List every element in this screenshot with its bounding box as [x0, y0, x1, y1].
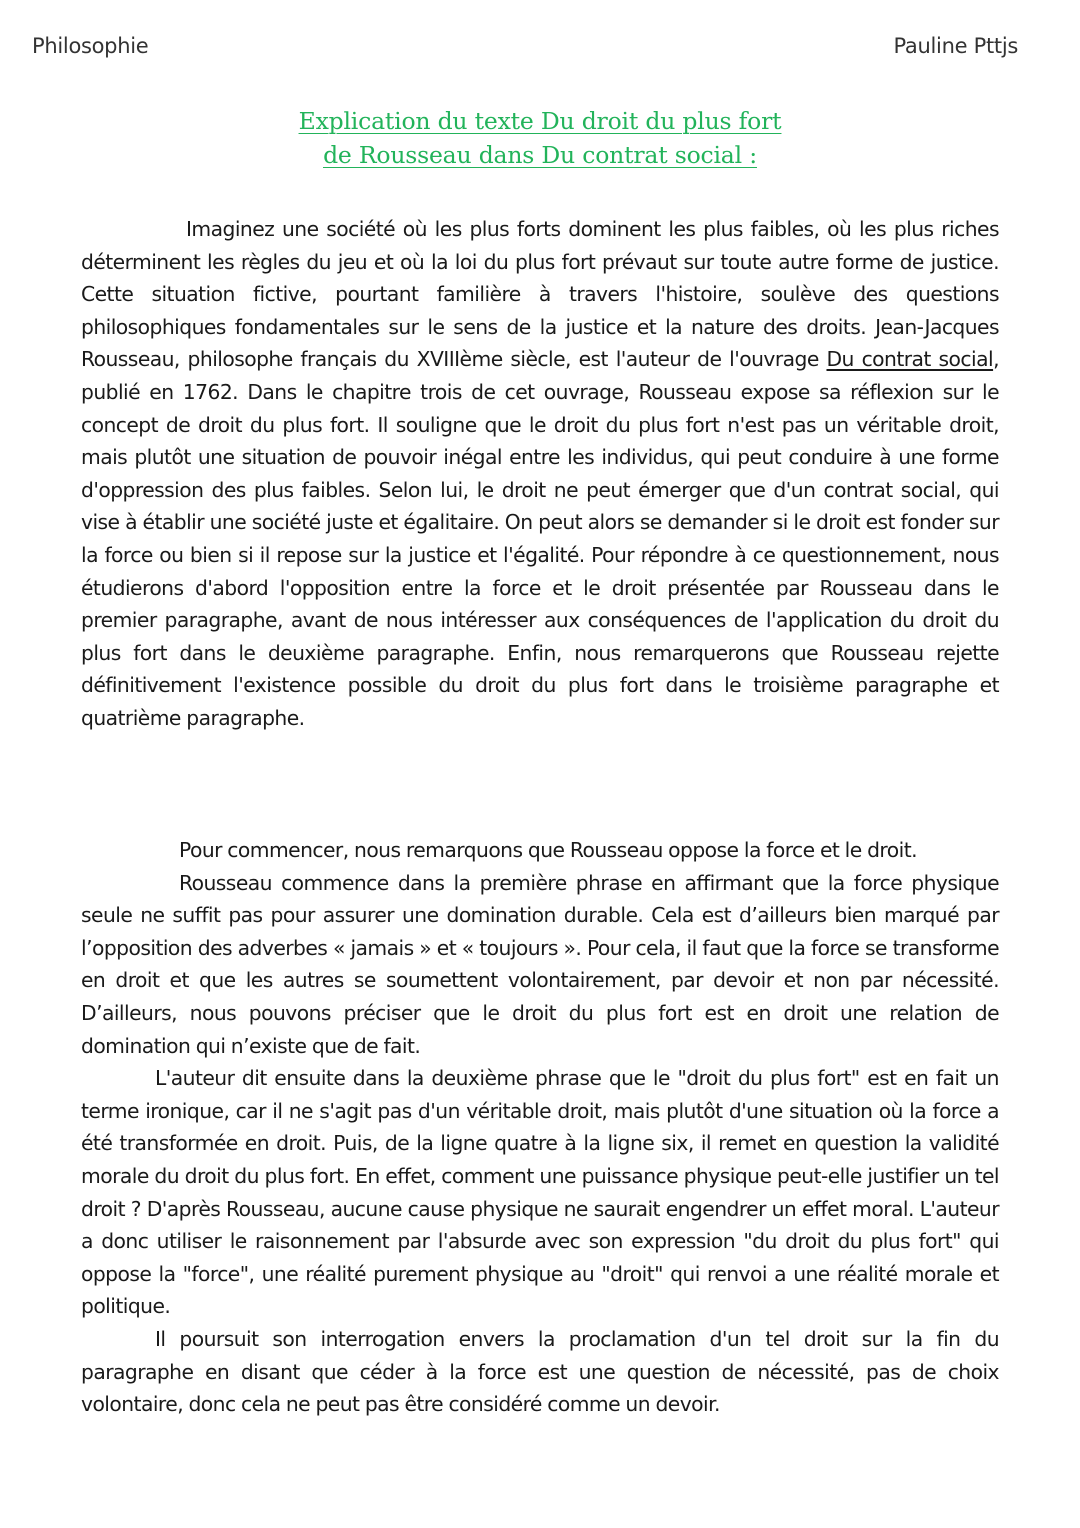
author-header: Pauline Pttjs — [893, 34, 1018, 58]
development-paragraph-4: Il poursuit son interrogation envers la proclamation d'un tel droit sur la fin du paragraphe en disant que céder à la force est une question de nécessité, pas de choix volontaire, donc cela ne peut pas être considéré comme un devoir. — [81, 1326, 999, 1417]
development-paragraph-2: Rousseau commence dans la première phrase en affirmant que la force physique seule ne suffit pas pour assurer une domination durable. Cela est d’ailleurs bien marqué par l’opposition des adverbes « jamais » et « toujours ». Pour cela, il faut que la force se transforme en droit et que les autres se soumettent volontairement, par devoir et non par nécessité. D’ailleurs, nous pouvons préciser que le droit du plus fort est en droit une relation de domination qui n’existe que de fait. — [81, 870, 999, 1058]
title-line-2: de Rousseau dans Du contrat social : — [323, 141, 757, 169]
development-section — [81, 834, 999, 1421]
document-title — [0, 104, 1080, 172]
book-title: Du contrat social — [826, 347, 994, 372]
title-line-1: Explication du texte Du droit du plus fort — [298, 107, 782, 135]
intro-text-before: Imaginez une société où les plus forts dominent les plus faibles, où les plus riches déterminent les règles du jeu et où la loi du plus fort prévaut sur toute autre forme de justice. Cette situation fictive, pourtant familière à travers l'histoire, soulève des questions philosophiques fondamentales sur le sens de la justice et la nature des droits. Jean-Jacques Rousseau, philosophe français du XVIIIème siècle, est l'auteur de l'ouvrage — [81, 217, 999, 372]
development-paragraph-1: Pour commencer, nous remarquons que Rousseau oppose la force et le droit. — [179, 838, 917, 862]
introduction-paragraph — [81, 213, 999, 735]
subject-header: Philosophie — [32, 34, 149, 58]
development-paragraph-3: L'auteur dit ensuite dans la deuxième phrase que le "droit du plus fort" est en fait un terme ironique, car il ne s'agit pas d'un véritable droit, mais plutôt d'une situation où la force a été transformée en droit. Puis, de la ligne quatre à la ligne six, il remet en question la validité morale du droit du plus fort. En effet, comment une puissance physique peut-elle justifier un tel droit ? D'après Rousseau, aucune cause physique ne saurait engendrer un effet moral. L'auteur a donc utiliser le raisonnement par l'absurde avec son expression "du droit du plus fort" qui oppose la "force", une réalité purement physique au "droit" qui renvoi a une réalité morale et politique. — [81, 1066, 999, 1319]
intro-text-after: , publié en 1762. Dans le chapitre trois de cet ouvrage, Rousseau expose sa réflexion sur le concept de droit du plus fort. Il souligne que le droit du plus fort n'est pas un véritable droit, mais plutôt une situation de pouvoir inégal entre les individus, qui peut conduire à une forme d'oppression des plus faibles. Selon lui, le droit ne peut émerger que d'un contrat social, qui vise à établir une société juste et égalitaire. On peut alors se demander si le droit est fonder sur la force ou bien si il repose sur la justice et l'égalité. Pour répondre à ce questionnement, nous étudierons d'abord l'opposition entre la force et le droit présentée par Rousseau dans le premier paragraphe, avant de nous intéresser aux conséquences de l'application du droit du plus fort dans le deuxième paragraphe. Enfin, nous remarquerons que Rousseau rejette définitivement l'existence possible du droit du plus fort dans le troisième paragraphe et quatrième paragraphe. — [81, 347, 999, 730]
introduction-section — [81, 213, 999, 735]
